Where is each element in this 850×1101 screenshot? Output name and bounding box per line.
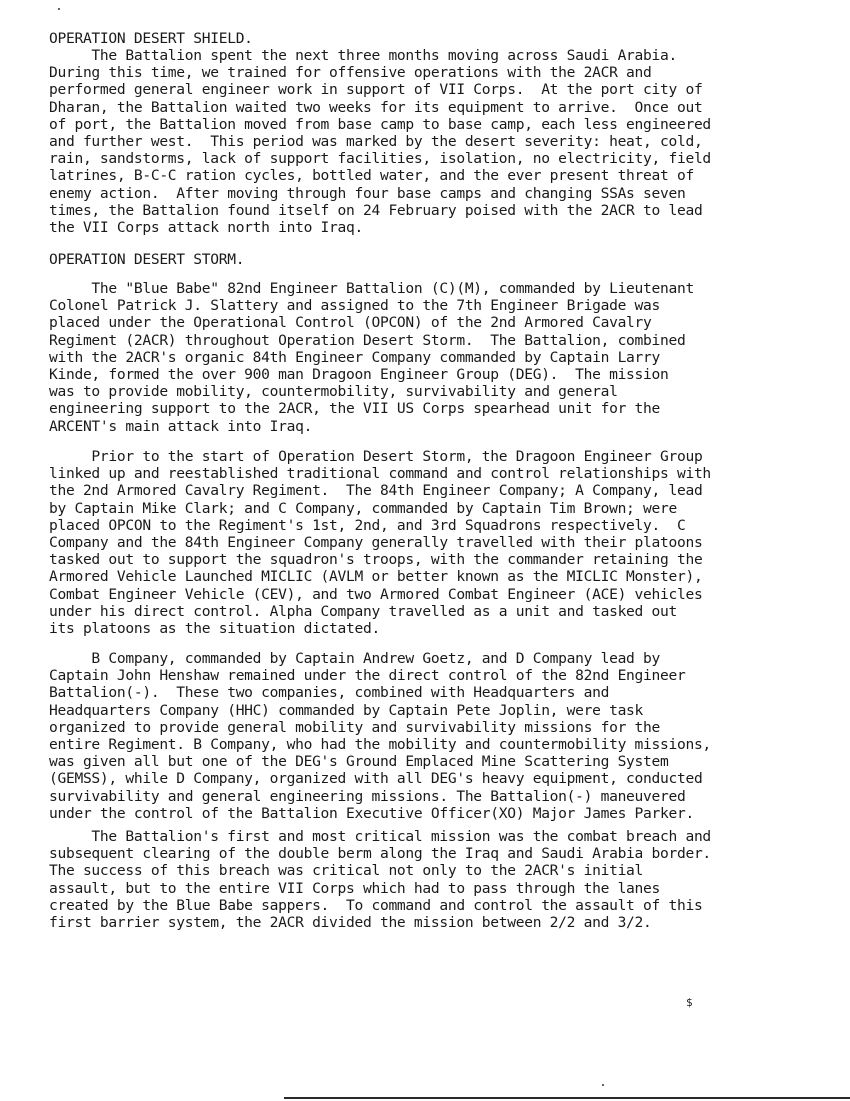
paragraph-line: The "Blue Babe" 82nd Engineer Battalion (C)(M), commanded by Lieutenant: [49, 280, 694, 297]
paragraph-line: placed under the Operational Control (OPCON) of the 2nd Armored Cavalry: [49, 314, 652, 332]
paragraph-line: Dharan, the Battalion waited two weeks for its equipment to arrive. Once out: [49, 98, 703, 116]
paragraph-line: Prior to the start of Operation Desert Storm, the Dragoon Engineer Group: [49, 448, 703, 465]
paragraph-line: Armored Vehicle Launched MICLIC (AVLM or better known as the MICLIC Monster),: [49, 568, 703, 586]
paragraph-line: The success of this breach was critical not only to the 2ACR's initial: [49, 862, 644, 880]
paragraph-line: rain, sandstorms, lack of support facilities, isolation, no electricity, field: [49, 150, 711, 168]
paragraph-line: B Company, commanded by Captain Andrew Goetz, and D Company lead by: [49, 650, 661, 667]
paragraph-line: Headquarters Company (HHC) commanded by Captain Pete Joplin, were task: [49, 701, 644, 719]
paragraph-line: Battalion(-). These two companies, combined with Headquarters and: [49, 684, 610, 702]
paragraph-line: performed general engineer work in support of VII Corps. At the port city of: [49, 81, 703, 99]
paragraph-line: Captain John Henshaw remained under the direct control of the 82nd Engineer: [49, 667, 686, 685]
paragraph-line: of port, the Battalion moved from base camp to base camp, each less engineered: [49, 115, 711, 133]
paragraph-line: the 2nd Armored Cavalry Regiment. The 84th Engineer Company; A Company, lead: [49, 482, 703, 500]
paragraph-line: survivability and general engineering missions. The Battalion(-) maneuvered: [49, 787, 686, 805]
paragraph-line: The Battalion's first and most critical mission was the combat breach and: [49, 828, 711, 845]
paragraph-line: Combat Engineer Vehicle (CEV), and two Armored Combat Engineer (ACE) vehicles: [49, 585, 703, 603]
paragraph-line: and further west. This period was marked by the desert severity: heat, cold,: [49, 133, 703, 150]
paragraph-line: Regiment (2ACR) throughout Operation Desert Storm. The Battalion, combined: [49, 331, 686, 349]
paragraph-line: (GEMSS), while D Company, organized with all DEG's heavy equipment, conducted: [49, 770, 703, 788]
page-bottom-rule: [284, 1097, 850, 1099]
paragraph-line: created by the Blue Babe sappers. To command and control the assault of this: [49, 896, 703, 914]
paragraph-line: entire Regiment. B Company, who had the mobility and countermobility missions,: [49, 736, 711, 753]
paragraph-line: latrines, B-C-C ration cycles, bottled water, and the ever present threat of: [49, 167, 694, 185]
paragraph-line: Colonel Patrick J. Slattery and assigned to the 7th Engineer Brigade was: [49, 297, 661, 315]
paragraph-line: organized to provide general mobility and survivability missions for the: [49, 718, 661, 736]
paragraph-line: During this time, we trained for offensive operations with the 2ACR and: [49, 64, 652, 82]
paragraph-line: Kinde, formed the over 900 man Dragoon Engineer Group (DEG). The mission: [49, 366, 669, 383]
paragraph-line: tasked out to support the squadron's troops, with the commander retaining the: [49, 551, 703, 569]
paragraph-line: the VII Corps attack north into Iraq.: [49, 219, 363, 236]
page-mark: $: [686, 996, 693, 1009]
paragraph-line: enemy action. After moving through four base camps and changing SSAs seven: [49, 184, 686, 202]
paragraph-line: first barrier system, the 2ACR divided the mission between 2/2 and 3/2.: [49, 914, 652, 931]
paragraph-line: under the control of the Battalion Executive Officer(XO) Major James Parker.: [49, 804, 694, 822]
paragraph-line: times, the Battalion found itself on 24 February poised with the 2ACR to lead: [49, 201, 703, 219]
paragraph-line: its platoons as the situation dictated.: [49, 620, 380, 637]
section-heading: OPERATION DESERT STORM.: [49, 251, 245, 268]
scan-speck: [602, 1084, 604, 1086]
paragraph-line: was to provide mobility, countermobility, survivability and general: [49, 383, 618, 401]
paragraph-line: by Captain Mike Clark; and C Company, commanded by Captain Tim Brown; were: [49, 499, 677, 517]
paragraph-line: was given all but one of the DEG's Ground Emplaced Mine Scattering System: [49, 753, 669, 771]
paragraph-line: The Battalion spent the next three months moving across Saudi Arabia.: [49, 47, 677, 64]
paragraph-line: subsequent clearing of the double berm along the Iraq and Saudi Arabia border.: [49, 845, 711, 863]
paragraph-line: ARCENT's main attack into Iraq.: [49, 417, 313, 435]
scan-speck: [58, 8, 60, 10]
section-heading: OPERATION DESERT SHIELD.: [49, 30, 253, 47]
paragraph-line: assault, but to the entire VII Corps which had to pass through the lanes: [49, 879, 661, 897]
paragraph-line: under his direct control. Alpha Company travelled as a unit and tasked out: [49, 602, 677, 620]
paragraph-line: Company and the 84th Engineer Company generally travelled with their platoons: [49, 534, 703, 551]
paragraph-line: engineering support to the 2ACR, the VII US Corps spearhead unit for the: [49, 400, 661, 418]
paragraph-line: placed OPCON to the Regiment's 1st, 2nd, and 3rd Squadrons respectively. C: [49, 516, 686, 534]
paragraph-line: linked up and reestablished traditional command and control relationships with: [49, 465, 711, 483]
paragraph-line: with the 2ACR's organic 84th Engineer Company commanded by Captain Larry: [49, 348, 661, 366]
